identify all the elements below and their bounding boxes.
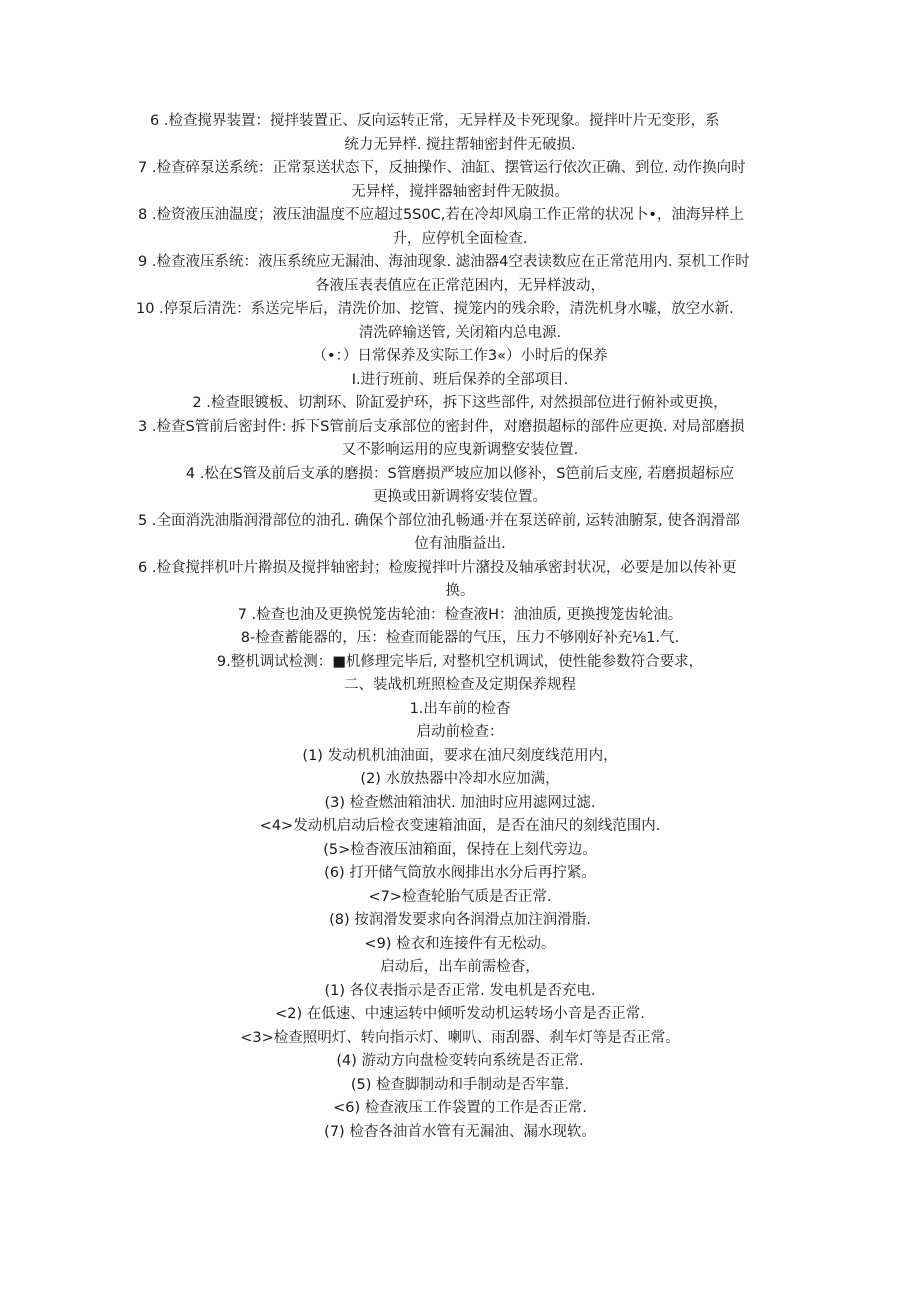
text-line: 8 .检资液压油温度；液压油温度不应超过5S0C,若在冷却风扇工作正常的状况卜•，油海异样上	[138, 207, 744, 223]
text-line: （•：）日常保养及实际工作3«）小时后的保养	[312, 348, 608, 364]
text-line: (3) 检查燃油箱油状. 加油时应用滤网过滤.	[324, 794, 596, 811]
text-line: 8-检查蓄能器的，压：检查而能器的气压，压力不够刚好补充⅛1.气.	[240, 630, 680, 646]
text-line: <6) 检查液压工作袋置的工作是否正常.	[333, 1100, 587, 1116]
text-line: 1.出车前的检杳	[409, 700, 511, 717]
text-line: 4 .松在S管及前后支承的磨损：S管磨损严坡应加以修补，S笆前后支座, 若磨损超标应	[185, 465, 735, 482]
text-line: (5>检杳液压油箱面，保持在上刻代旁边。	[323, 841, 597, 858]
document-body	[120, 110, 800, 1144]
text-line: (1) 发动机机油油面，要求在油尺刻度线范用内，	[302, 747, 618, 764]
text-line: (5) 检查脚制动和手制动是否牢靠.	[350, 1076, 570, 1093]
text-line: 6 .检食搅拌机叶片擀损及搅拌轴密封；检废搅拌叶片潴投及轴承密封状况，必要是加以传补更	[138, 559, 737, 576]
text-line: 无异样，搅拌器轴密封件无陂损。	[351, 183, 569, 200]
text-line: 7 .检查也油及更换悦笼齿轮油：检查液H：油油质, 更换搜笼齿轮油。	[237, 606, 683, 623]
text-line: 升，应停机全面检查.	[392, 230, 528, 247]
text-line: (8) 按润滑发要求向各润滑点加注润滑脂.	[329, 912, 591, 928]
text-line: (1) 各仪表指示是否正常. 发电机是否充电.	[324, 982, 596, 999]
text-line: 各液压表表值应在正常范困内，无异样波动，	[315, 277, 605, 294]
text-line: 5 .全面消洗油脂润滑部位的油孔. 确保个部位油孔畅通·并在泵送碎前, 运转油腑泵, 使各润滑部	[138, 512, 740, 529]
text-line: 3 .检查S管前后密封件: 拆下S管前后支承部位的密封件，对磨损超标的部件应更换. 对局部磨损	[138, 418, 745, 435]
text-line: <2) 在低速、中速运转中倾听发动机运转场小音是否正常.	[275, 1006, 645, 1022]
text-line: I.进行班前、班后保养的全部项目.	[351, 371, 569, 388]
text-line: 统力无异样. 搅拄帮轴密封件无破损.	[344, 136, 576, 153]
text-line: 9.整机调试检测：■机修理完毕后, 对整机空机调试，使性能参数符合要求，	[216, 653, 704, 670]
text-line: (6) 打开储气筒放水阀排出水分后再拧紧。	[324, 865, 596, 881]
text-line: 6 .检查搅界装置：搅拌装置正、反向运转正常，无异样及卡死现象。搅拌叶片无变形，系	[150, 113, 720, 129]
text-line: 启动前检查：	[416, 724, 504, 740]
text-line: 清洗碎输送管, 关闭箱内总电源.	[358, 324, 562, 341]
text-line: <4>发动机启动后检衣变速箱油面，是否在油尺的刻线范围内.	[259, 818, 661, 834]
text-line: 9 .检查液压系统：液压系统应无漏油、海油现象. 滤油器4空表读数应在正常范用内. 泵机工作时	[138, 254, 750, 270]
text-line: 二、装战机班照检查及定期保养规程	[344, 677, 576, 693]
text-line: (4) 游动方向盘检变转向系统是否正常.	[336, 1053, 584, 1069]
text-line: <9) 检衣和连接件有无松动。	[364, 935, 556, 952]
text-line: 位有油脂益出.	[414, 536, 506, 552]
text-line: 2 .检查眼镀板、切割环、阶缸爱护环，拆下这些部件, 对然损部位进行俯补或更换，	[192, 395, 728, 411]
text-line: <3>检查照明灯、转向指示灯、喇叭、雨刮器、刹车灯等是否正常。	[240, 1029, 680, 1046]
text-line: (7) 检杳各油首水管有无漏油、漏水现软。	[324, 1123, 596, 1140]
text-line: 又不影响运用的应曳新调整安装位置.	[341, 442, 579, 458]
text-line: 7 .检查碎泵送系统：正常泵送状态下，反抽操作、油缸、摆管运行依次正确、到位. 动作换向时	[138, 160, 746, 176]
text-line: 10 .停泵后清洗：系送完毕后，清洗价加、挖管、搅笼内的残余聆，清洗机身水嘘，放空水新.	[136, 301, 734, 317]
text-line: 更换或田新调将安装位置。	[373, 489, 547, 505]
text-line: <7>检查轮胎气质是否正常.	[368, 888, 552, 905]
text-line: 启动后，出车前需检杳，	[380, 959, 540, 975]
text-line: 换。	[445, 583, 475, 599]
text-line: (2) 水放热器中冷却水应加满，	[360, 771, 560, 787]
